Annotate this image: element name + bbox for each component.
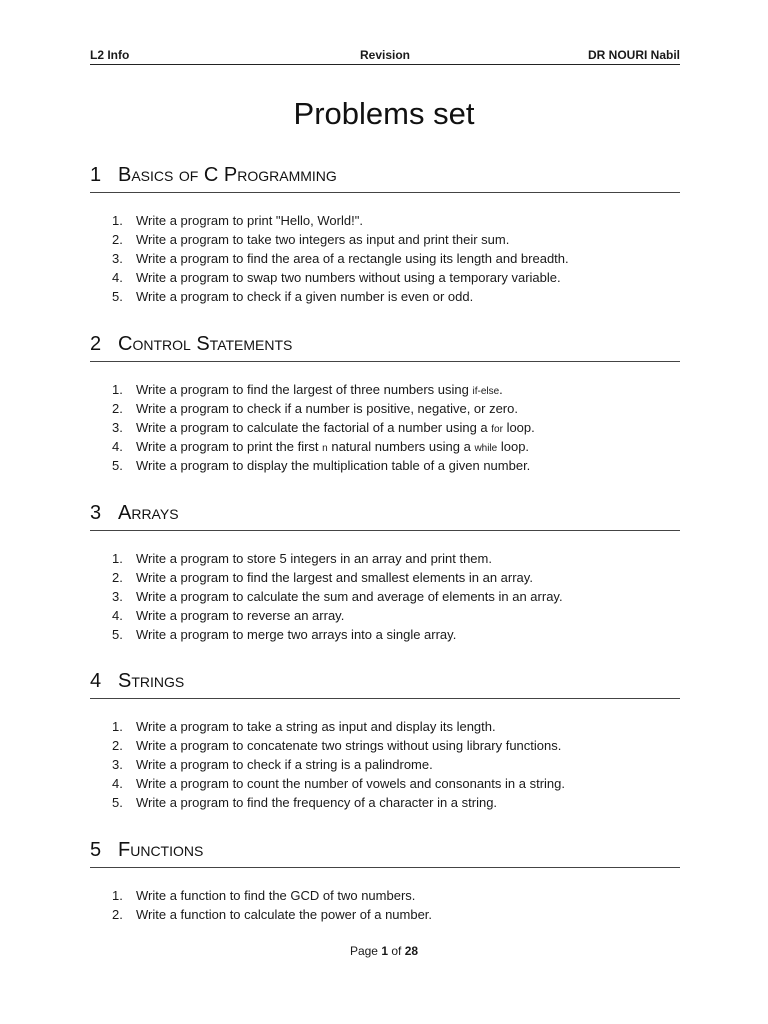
item-text: Write a program to find the largest of three numbers using <box>136 382 473 397</box>
page-title: Problems set <box>293 96 475 131</box>
list-item <box>90 606 680 625</box>
section-basics <box>90 162 680 306</box>
section-heading <box>90 500 680 531</box>
list-item <box>90 549 680 568</box>
section-control-statements <box>90 331 680 475</box>
section-title: Arrays <box>118 502 179 524</box>
list-item <box>90 774 680 793</box>
list-item <box>90 211 680 230</box>
section-title: Basics of C Programming <box>118 164 337 186</box>
item-text: Write a program to calculate the sum and average of elements in an array. <box>136 589 563 604</box>
list-item <box>90 418 680 437</box>
item-text: Write a program to check if a number is positive, negative, or zero. <box>136 401 518 416</box>
list-item <box>90 230 680 249</box>
problem-list <box>90 380 680 475</box>
list-item <box>90 399 680 418</box>
page-footer <box>0 944 768 958</box>
item-number: 4. <box>112 270 123 285</box>
item-text: . <box>499 382 503 397</box>
section-number: 1 <box>90 164 102 186</box>
total-page-count: 28 <box>404 944 419 958</box>
list-item <box>90 736 680 755</box>
section-arrays <box>90 500 680 644</box>
problem-list <box>90 886 680 924</box>
list-item <box>90 456 680 475</box>
list-item <box>90 755 680 774</box>
list-item <box>90 625 680 644</box>
problem-list <box>90 211 680 306</box>
problem-list <box>90 549 680 644</box>
item-number: 3. <box>112 589 123 604</box>
list-item <box>90 886 680 905</box>
list-item <box>90 587 680 606</box>
page-label: Page <box>349 944 378 958</box>
section-number: 4 <box>90 670 102 692</box>
code-keyword: while <box>474 443 498 454</box>
item-number: 1. <box>112 719 123 734</box>
item-text: Write a function to calculate the power of a number. <box>136 907 433 922</box>
section-strings <box>90 668 680 812</box>
item-text: Write a program to count the number of vowels and consonants in a string. <box>136 776 565 791</box>
problem-list <box>90 717 680 812</box>
code-keyword: n <box>322 443 328 454</box>
item-number: 3. <box>112 420 123 435</box>
item-text: Write a program to find the area of a rectangle using its length and breadth. <box>136 251 569 266</box>
item-text: natural numbers using a <box>327 439 475 454</box>
page-header <box>90 46 680 65</box>
section-title: Functions <box>118 839 204 861</box>
item-text: loop. <box>502 420 535 435</box>
item-text: Write a program to print the first <box>136 439 323 454</box>
section-title: Control Statements <box>118 333 293 355</box>
code-keyword: if-else <box>472 386 500 397</box>
list-item <box>90 249 680 268</box>
item-number: 5. <box>112 795 123 810</box>
section-heading <box>90 331 680 362</box>
section-functions <box>90 837 680 924</box>
item-text: Write a program to print "Hello, World!". <box>136 213 363 228</box>
item-number: 3. <box>112 251 123 266</box>
list-item <box>90 905 680 924</box>
section-number: 5 <box>90 839 102 861</box>
item-text: Write a program to calculate the factorial of a number using a <box>136 420 492 435</box>
item-text: Write a function to find the GCD of two numbers. <box>136 888 416 903</box>
section-heading <box>90 837 680 868</box>
section-number: 2 <box>90 333 102 355</box>
of-label: of <box>391 944 402 958</box>
list-item <box>90 717 680 736</box>
item-number: 1. <box>112 551 123 566</box>
section-heading <box>90 668 680 699</box>
item-text: Write a program to find the largest and smallest elements in an array. <box>136 570 533 585</box>
item-text: Write a program to check if a given number is even or odd. <box>136 289 474 304</box>
item-number: 5. <box>112 627 123 642</box>
list-item <box>90 287 680 306</box>
list-item <box>90 268 680 287</box>
item-text: Write a program to reverse an array. <box>136 608 345 623</box>
item-text: loop. <box>497 439 530 454</box>
header-topic: Revision <box>359 48 410 62</box>
section-heading <box>90 162 680 193</box>
item-text: Write a program to check if a string is a palindrome. <box>136 757 433 772</box>
item-text: Write a program to merge two arrays into a single array. <box>136 627 457 642</box>
item-number: 2. <box>112 401 123 416</box>
item-number: 1. <box>112 888 123 903</box>
item-text: Write a program to take a string as input and display its length. <box>136 719 496 734</box>
item-number: 1. <box>112 213 123 228</box>
header-course: L2 Info <box>90 48 130 62</box>
item-number: 4. <box>112 608 123 623</box>
item-number: 2. <box>112 907 123 922</box>
item-number: 1. <box>112 382 123 397</box>
item-number: 2. <box>112 232 123 247</box>
item-text: Write a program to store 5 integers in an array and print them. <box>136 551 492 566</box>
code-keyword: for <box>491 424 503 435</box>
list-item <box>90 568 680 587</box>
item-text: Write a program to swap two numbers without using a temporary variable. <box>136 270 561 285</box>
item-text: Write a program to take two integers as input and print their sum. <box>136 232 510 247</box>
item-number: 4. <box>112 776 123 791</box>
list-item <box>90 380 680 399</box>
current-page-number: 1 <box>381 944 388 958</box>
header-author: DR NOURI Nabil <box>587 48 680 62</box>
item-number: 2. <box>112 738 123 753</box>
list-item <box>90 437 680 456</box>
section-number: 3 <box>90 502 102 524</box>
item-text: Write a program to concatenate two strings without using library functions. <box>136 738 562 753</box>
item-number: 3. <box>112 757 123 772</box>
item-text: Write a program to display the multiplication table of a given number. <box>136 458 531 473</box>
item-number: 5. <box>112 458 123 473</box>
item-text: Write a program to find the frequency of a character in a string. <box>136 795 498 810</box>
list-item <box>90 793 680 812</box>
section-title: Strings <box>118 670 185 692</box>
item-number: 5. <box>112 289 123 304</box>
item-number: 4. <box>112 439 123 454</box>
item-number: 2. <box>112 570 123 585</box>
